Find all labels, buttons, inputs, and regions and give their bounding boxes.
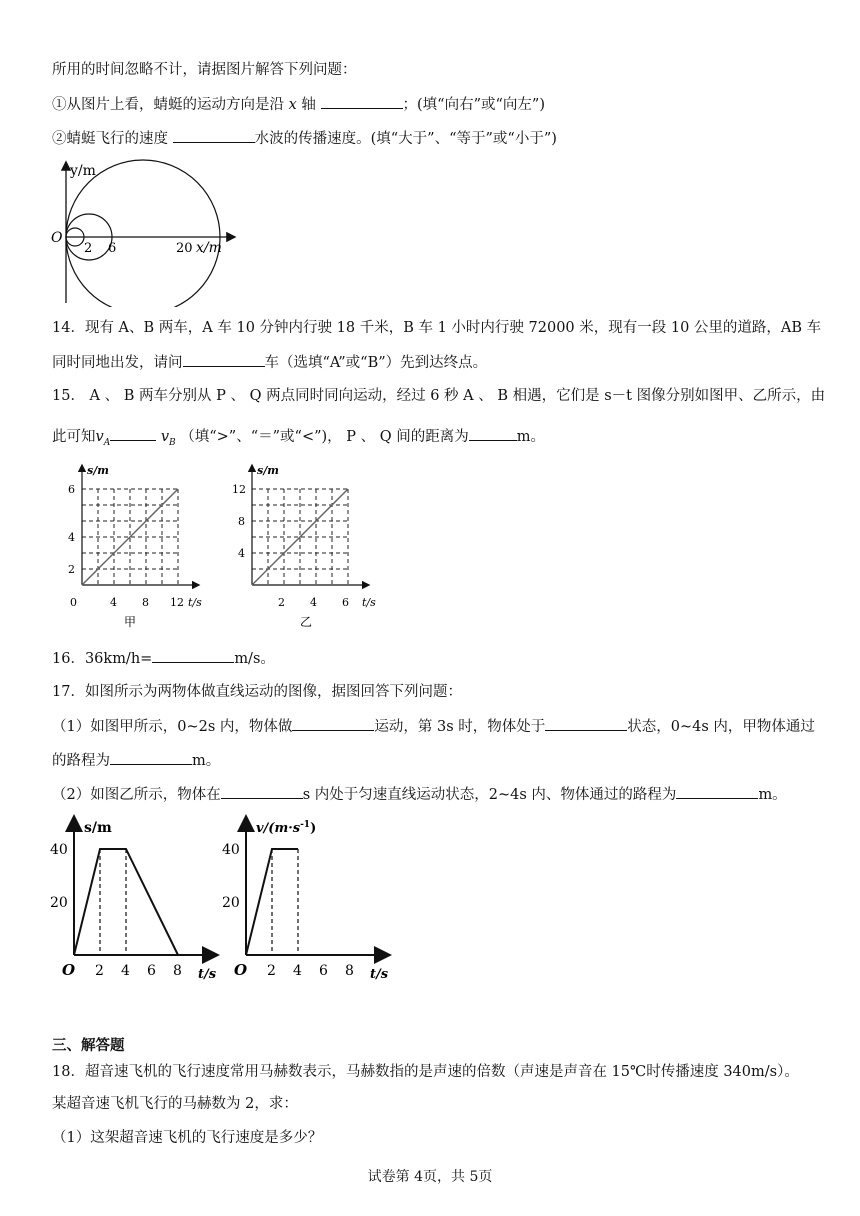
q17-title: 17．如图所示为两物体做直线运动的图像，据图回答下列问题：: [52, 684, 462, 700]
vt-ylabel: $v/(m\cdot s^{-1})$: [256, 820, 317, 836]
q13-tick-2: 2: [84, 241, 93, 256]
q15-line2-mid: （填“>”、“＝”或“<”)， P 、 Q 间的距离为: [180, 429, 469, 445]
q14-line2-pre: 同时同地出发，请问: [52, 355, 183, 371]
q17-p1-e: m。: [192, 753, 221, 769]
q14-line1: 14．现有 A、B 两车，A 车 10 分钟内行驶 18 千米，B 车 1 小时内行驶 72000 米，现有一段 10 公里的道路，AB 车: [52, 320, 822, 336]
q14-answer-blank[interactable]: [183, 352, 265, 367]
jia-ytick-6: 6: [68, 483, 75, 496]
q17-answer-blank-3[interactable]: [110, 750, 192, 765]
jia-xtick-8: 8: [142, 596, 149, 609]
q15-line2: [52, 426, 545, 453]
q16-pre: 16．36km/h=: [52, 651, 153, 667]
wave-circle-large: [66, 160, 220, 307]
q16-line: [52, 648, 275, 669]
q13-part2-post: 水波的传播速度。(填“大于”、“等于”或“小于”): [254, 131, 557, 147]
q13-answer-blank-1[interactable]: [321, 94, 403, 109]
section-heading: 三、解答题: [52, 1038, 125, 1054]
jia-caption: 甲: [124, 615, 137, 629]
q15-line1: 15． A 、 B 两车分别从 P 、 Q 两点同时同向运动，经过 6 秒 A 、 B 相遇，它们是 s－t 图像分别如图甲、乙所示，由: [52, 388, 826, 404]
q17-answer-blank-1[interactable]: [292, 716, 374, 731]
q13-tick-20: 20: [176, 241, 193, 256]
yi-xtick-2: 2: [278, 596, 285, 609]
q15-line2-post: m。: [516, 429, 546, 445]
jia-xtick-12: 12: [170, 596, 184, 609]
yi-ytick-4: 4: [238, 547, 245, 560]
st-xtick-8: 8: [173, 963, 182, 979]
q13-tick-6: 6: [108, 241, 117, 256]
q17-p2-b: s 内处于匀速直线运动状态，2~4s 内、物体通过的路程为: [302, 787, 677, 803]
q17-answer-blank-4[interactable]: [221, 784, 303, 799]
st-xtick-4: 4: [121, 963, 130, 979]
vt-origin: O: [234, 961, 248, 979]
page-footer: 试卷第 4页，共 5页: [367, 1169, 493, 1185]
yi-xtick-6: 6: [342, 596, 349, 609]
q17-figure-vt: [216, 812, 406, 982]
q15-answer-blank-1[interactable]: [110, 426, 156, 441]
q17-p2-a: （2）如图乙所示，物体在: [52, 787, 221, 803]
vt-xtick-6: 6: [319, 963, 328, 979]
q18-line3: （1）这架超音速飞机的飞行速度是多少？: [52, 1130, 323, 1146]
st-ylabel: s/m: [84, 820, 112, 836]
q15-vB-sub: B: [169, 437, 176, 448]
yi-caption: 乙: [300, 615, 313, 629]
q15-figure-jia: [60, 460, 220, 632]
q13-intro: 所用的时间忽略不计，请据图片解答下列问题：: [52, 62, 357, 78]
st-ytick-40: 40: [50, 842, 68, 858]
jia-ytick-4: 4: [68, 531, 75, 544]
q13-ylabel: y/m: [70, 163, 96, 179]
q15-vB: v: [160, 429, 170, 445]
jia-ytick-2: 2: [68, 563, 75, 576]
q16-answer-blank[interactable]: [152, 648, 234, 663]
yi-ytick-8: 8: [238, 515, 245, 528]
jia-ylabel: s/m: [87, 464, 109, 477]
vt-ytick-20: 20: [222, 895, 240, 911]
q13-part2-pre: ②蜻蜓飞行的速度: [52, 131, 168, 147]
vt-xtick-4: 4: [293, 963, 302, 979]
jia-origin: 0: [70, 596, 77, 609]
q17-part2: [52, 784, 787, 805]
q17-part1-line1: [52, 716, 815, 737]
q14-line2-post: 车（选填“A”或“B”）先到达终点。: [264, 355, 488, 371]
st-xtick-2: 2: [95, 963, 104, 979]
q17-p1-c: 状态，0~4s 内，甲物体通过: [627, 719, 815, 735]
q17-figure-st: [44, 812, 224, 982]
q13-xlabel: x/m: [196, 240, 222, 256]
q18-line2: 某超音速飞机飞行的马赫数为 2，求：: [52, 1096, 298, 1112]
q13-part2: [52, 128, 557, 149]
q13-part1-post: ；(填“向右”或“向左”): [402, 97, 545, 113]
vt-xlabel: t/s: [370, 967, 389, 982]
vt-ytick-40: 40: [222, 842, 240, 858]
q13-part1: [52, 94, 545, 115]
q15-figure-yi: [226, 460, 386, 632]
yi-xtick-4: 4: [310, 596, 317, 609]
q17-answer-blank-5[interactable]: [676, 784, 758, 799]
jia-xlabel: t/s: [188, 596, 202, 609]
vt-xtick-8: 8: [345, 963, 354, 979]
q15-line2-pre: 此可知: [52, 429, 96, 445]
q17-answer-blank-2[interactable]: [545, 716, 627, 731]
yi-xlabel: t/s: [362, 596, 376, 609]
q13-wave-figure: [46, 155, 246, 307]
q15-vA-sub: A: [103, 437, 111, 448]
q17-p1-a: （1）如图甲所示，0~2s 内，物体做: [52, 719, 293, 735]
q14-line2: [52, 352, 487, 373]
st-xlabel: t/s: [198, 967, 217, 982]
q13-origin: O: [51, 230, 63, 246]
q13-part1-x: x: [288, 97, 297, 113]
q15-answer-blank-2[interactable]: [469, 426, 517, 441]
q18-line1: 18．超音速飞机的飞行速度常用马赫数表示，马赫数指的是声速的倍数（声速是声音在 15℃时传播速度 340m/s）。: [52, 1064, 799, 1080]
q17-p2-c: m。: [758, 787, 787, 803]
q13-part1-mid: 轴: [301, 97, 316, 113]
vt-xtick-2: 2: [267, 963, 276, 979]
q16-post: m/s。: [234, 651, 275, 667]
q17-part1-line2: [52, 750, 220, 771]
yi-ytick-12: 12: [232, 483, 246, 496]
q13-answer-blank-2[interactable]: [173, 128, 255, 143]
st-ytick-20: 20: [50, 895, 68, 911]
q13-part1-pre: ①从图片上看，蜻蜓的运动方向是沿: [52, 97, 284, 113]
q17-p1-b: 运动，第 3s 时，物体处于: [374, 719, 546, 735]
q15-vA: v: [95, 429, 104, 445]
st-origin: O: [62, 961, 76, 979]
jia-xtick-4: 4: [110, 596, 117, 609]
yi-ylabel: s/m: [257, 464, 279, 477]
st-xtick-6: 6: [147, 963, 156, 979]
q17-p1-d: 的路程为: [52, 753, 110, 769]
